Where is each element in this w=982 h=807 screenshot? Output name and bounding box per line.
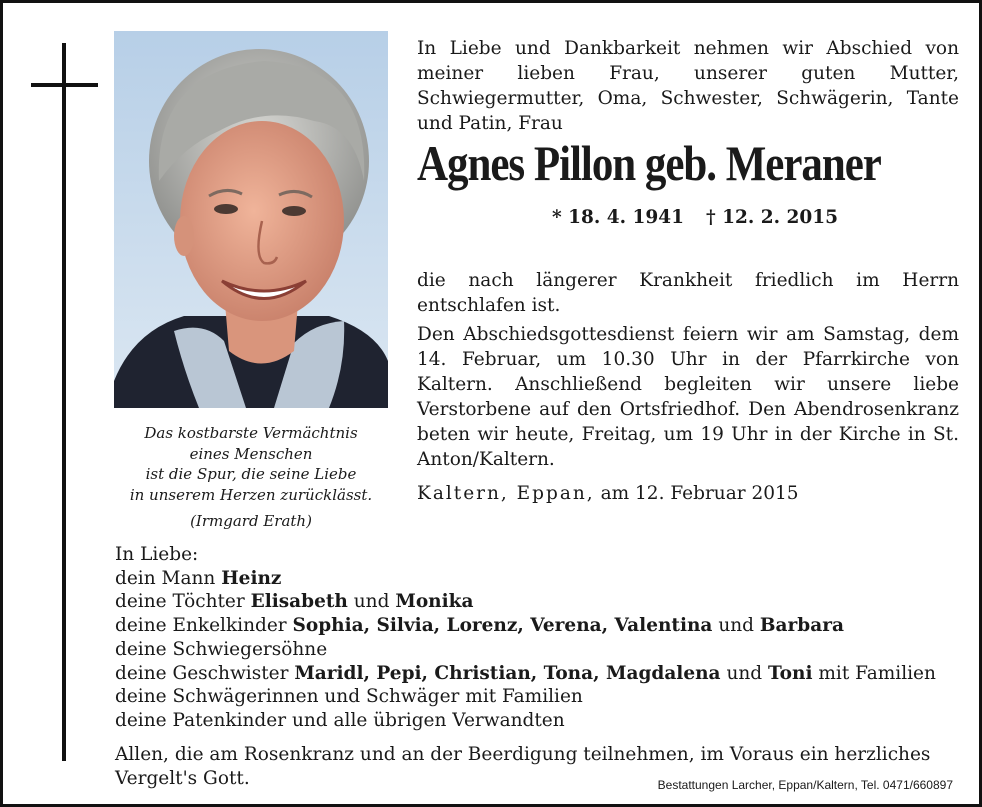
relation-label: dein Mann bbox=[115, 567, 216, 589]
quote-line: Das kostbarste Vermächtnis bbox=[144, 424, 358, 442]
relation-label: deine Geschwister bbox=[115, 662, 289, 684]
relative-names: Maridl, Pepi, Christian, Tona, Magdalena bbox=[294, 662, 721, 684]
place-and-date bbox=[417, 481, 799, 506]
conjunction: und bbox=[353, 591, 390, 613]
portrait-photo bbox=[114, 31, 388, 408]
family-line-daughters bbox=[115, 590, 936, 614]
quote-line: ist die Spur, die seine Liebe bbox=[145, 465, 357, 483]
life-dates bbox=[552, 206, 838, 230]
relation-suffix: mit Familien bbox=[818, 662, 936, 684]
relation-label: deine Töchter bbox=[115, 591, 245, 613]
announcement-date: am 12. Februar 2015 bbox=[600, 483, 799, 504]
family-line-husband bbox=[115, 567, 936, 591]
relation-label: deine Enkelkinder bbox=[115, 615, 287, 637]
family-line-siblings bbox=[115, 662, 936, 686]
passing-text: die nach längerer Krankheit friedlich im Herrn entschlafen ist. bbox=[417, 270, 959, 316]
relative-names: Sophia, Silvia, Lorenz, Verena, Valentina bbox=[292, 615, 713, 637]
family-line-sons-in-law: deine Schwiegersöhne bbox=[115, 638, 328, 660]
relative-name: Heinz bbox=[221, 567, 282, 589]
deceased-name: Agnes Pillon geb. Meraner bbox=[417, 135, 881, 191]
place-names: Kaltern, Eppan, bbox=[417, 483, 595, 504]
family-list bbox=[115, 543, 936, 733]
quote-line: eines Menschen bbox=[189, 444, 313, 463]
relative-name: Elisabeth bbox=[250, 591, 348, 613]
funeral-home-credit: Bestattungen Larcher, Eppan/Kaltern, Tel. 0471/660897 bbox=[657, 778, 953, 792]
relative-name: Barbara bbox=[759, 615, 844, 637]
family-line-in-laws: deine Schwägerinnen und Schwäger mit Familien bbox=[115, 686, 583, 708]
cross-icon bbox=[62, 43, 66, 761]
family-line-godchildren: deine Patenkinder und alle übrigen Verwandten bbox=[115, 709, 565, 731]
family-line-grandchildren bbox=[115, 614, 936, 638]
memorial-quote bbox=[114, 423, 388, 532]
intro-text: In Liebe und Dankbarkeit nehmen wir Abschied von meiner lieben Frau, unserer guten Mutter, Schwiegermutter, Oma, Schwester, Schwägerin, Tante und Patin, Frau bbox=[417, 38, 959, 134]
quote-line: in unserem Herzen zurücklässt. bbox=[129, 485, 373, 504]
service-text: Den Abschiedsgottesdienst feiern wir am Samstag, dem 14. Februar, um 10.30 Uhr in der Pfarrkirche von Kaltern. Anschließend begleiten wir unsere liebe Verstorbene auf den Ortsfriedhof. Den Abendrosenkranz beten wir heute, Freitag, um 19 Uhr in der Kirche in St. Anton/Kaltern. bbox=[417, 324, 959, 470]
conjunction: und bbox=[718, 615, 755, 637]
conjunction: und bbox=[726, 662, 763, 684]
relative-name: Toni bbox=[768, 662, 813, 684]
death-date: † 12. 2. 2015 bbox=[705, 207, 838, 228]
relative-name: Monika bbox=[395, 591, 474, 613]
family-heading: In Liebe: bbox=[115, 544, 199, 565]
closing-thanks: Allen, die am Rosenkranz und an der Beerdigung teilnehmen, im Voraus ein herzliches Vergelt's Gott. bbox=[115, 744, 931, 789]
cross-icon-bar bbox=[31, 83, 98, 87]
birth-date: * 18. 4. 1941 bbox=[552, 207, 684, 228]
quote-author: (Irmgard Erath) bbox=[190, 512, 312, 530]
